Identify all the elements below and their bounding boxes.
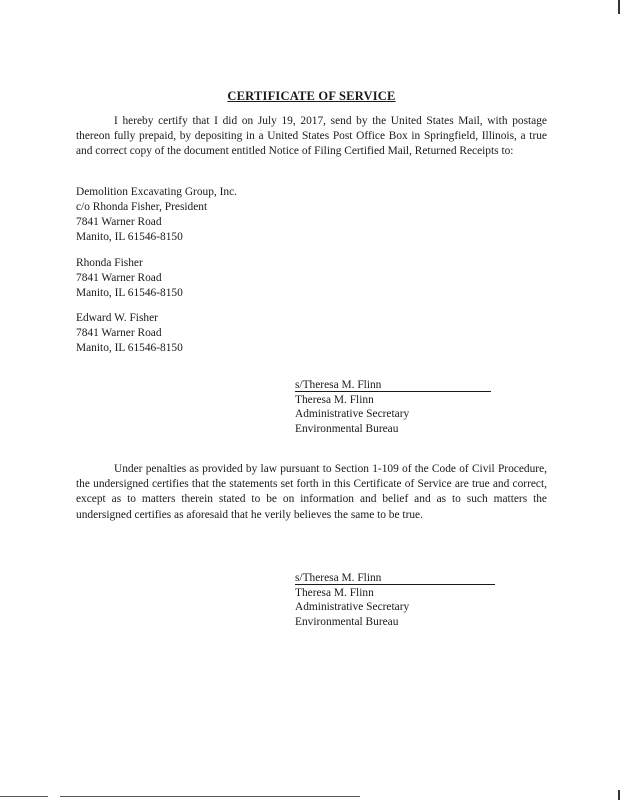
signature-1-rule	[295, 391, 491, 392]
signature-1-text: s/Theresa M. Flinn	[295, 379, 382, 391]
recipient-2-line-2: 7841 Warner Road	[76, 272, 162, 284]
signature-2-title: Administrative Secretary	[295, 601, 410, 613]
recipient-1-line-2: c/o Rhonda Fisher, President	[76, 201, 208, 213]
recipient-1-line-3: 7841 Warner Road	[76, 216, 162, 228]
recipient-address-1	[76, 185, 237, 245]
signature-line-1	[295, 378, 381, 393]
recipient-3-line-2: 7841 Warner Road	[76, 327, 162, 339]
recipient-1-line-1: Demolition Excavating Group, Inc.	[76, 186, 238, 198]
scan-edge-mark	[618, 0, 620, 14]
signature-2-name: Theresa M. Flinn	[295, 586, 374, 599]
penalty-paragraph: Under penalties as provided by law pursuant to Section 1-109 of the Code of Civil Procedure, the undersigned certifies that the statements set forth in this Certificate of Service are true and correct, except as to matters therein stated to be on information and belief and as to such matters the undersigned certifies as aforesaid that he verily believes the same to be true.	[76, 463, 547, 521]
recipient-2-line-3: Manito, IL 61546-8150	[76, 287, 183, 299]
scan-edge-mark-bottom	[618, 790, 620, 800]
signature-2-rule	[295, 584, 495, 585]
recipient-3-line-1: Edward W. Fisher	[76, 312, 158, 324]
signature-2-text: s/Theresa M. Flinn	[295, 572, 382, 584]
scan-bottom-mark-left	[0, 796, 48, 797]
signature-block-1	[295, 378, 409, 436]
signature-1-department: Environmental Bureau	[295, 422, 399, 435]
signature-block-2	[295, 571, 409, 629]
intro-paragraph: I hereby certify that I did on July 19, 2017, send by the United States Mail, with postage thereon fully prepaid, by depositing in a United States Post Office Box in Springfield, Illinois, a true and correct copy of the document entitled Notice of Filing Certified Mail, Returned Receipts to:	[76, 115, 547, 158]
recipient-address-2	[76, 256, 183, 301]
signature-line-2	[295, 571, 381, 586]
recipient-address-3	[76, 311, 183, 356]
signature-2-department: Environmental Bureau	[295, 615, 399, 628]
document-title: CERTIFICATE OF SERVICE	[227, 89, 396, 103]
recipient-1-line-4: Manito, IL 61546-8150	[76, 231, 183, 243]
signature-1-title: Administrative Secretary	[295, 408, 410, 420]
recipient-3-line-3: Manito, IL 61546-8150	[76, 342, 183, 354]
signature-1-name: Theresa M. Flinn	[295, 393, 374, 406]
recipient-2-line-1: Rhonda Fisher	[76, 257, 143, 269]
scan-bottom-mark-right	[60, 796, 360, 797]
